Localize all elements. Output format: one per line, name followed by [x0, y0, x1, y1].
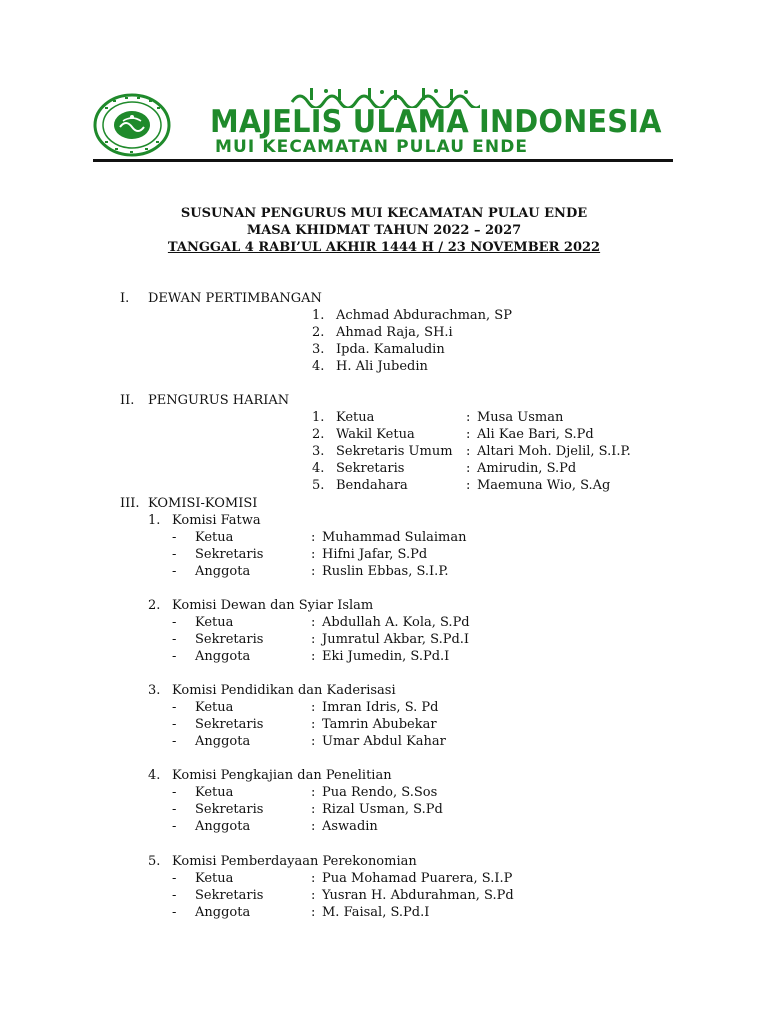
colon: :	[311, 700, 316, 715]
role-label: Ketua	[195, 530, 234, 545]
colon: :	[311, 785, 316, 800]
commission-title: Komisi Dewan dan Syiar Islam	[172, 598, 374, 613]
member-name: Altari Moh. Djelil, S.I.P.	[477, 444, 631, 459]
colon: :	[311, 905, 316, 920]
title-line-2: MASA KHIDMAT TAHUN 2022 – 2027	[246, 223, 522, 238]
role-label: Wakil Ketua	[336, 427, 415, 442]
colon: :	[311, 717, 316, 732]
colon: :	[311, 802, 316, 817]
role-label: Ketua	[195, 615, 234, 630]
member-name: Musa Usman	[477, 410, 564, 425]
commission-number: 4.	[148, 768, 161, 783]
dash: -	[172, 888, 177, 903]
colon: :	[311, 564, 316, 579]
commission-number: 2.	[148, 598, 161, 613]
document-title	[0, 205, 768, 256]
member-name: Umar Abdul Kahar	[322, 734, 446, 749]
member-name: Ruslin Ebbas, S.I.P.	[322, 564, 449, 579]
member-name: Muhammad Sulaiman	[322, 530, 467, 545]
role-label: Sekretaris	[195, 632, 264, 647]
letterhead-divider	[93, 159, 673, 162]
member-name: Jumratul Akbar, S.Pd.I	[322, 632, 470, 647]
list-item: Achmad Abdurachman, SP	[336, 308, 512, 323]
colon: :	[466, 410, 471, 425]
member-name: Rizal Usman, S.Pd	[322, 802, 443, 817]
colon: :	[311, 734, 316, 749]
organization-name: MAJELIS ULAMA INDONESIA	[210, 104, 662, 140]
list-number: 2.	[312, 427, 325, 442]
title-line-1: SUSUNAN PENGURUS MUI KECAMATAN PULAU ENDE	[180, 206, 588, 221]
dash: -	[172, 530, 177, 545]
role-label: Anggota	[195, 734, 251, 749]
list-number: 4.	[312, 461, 325, 476]
role-label: Ketua	[195, 785, 234, 800]
commission-title: Komisi Pengkajian dan Penelitian	[172, 768, 392, 783]
member-name: Tamrin Abubekar	[322, 717, 437, 732]
member-name: Abdullah A. Kola, S.Pd	[322, 615, 470, 630]
list-item: Ahmad Raja, SH.i	[336, 325, 453, 340]
role-label: Anggota	[195, 819, 251, 834]
role-label: Sekretaris	[336, 461, 405, 476]
dash: -	[172, 632, 177, 647]
colon: :	[311, 615, 316, 630]
member-name: Eki Jumedin, S.Pd.I	[322, 649, 450, 664]
member-name: Ali Kae Bari, S.Pd	[477, 427, 594, 442]
role-label: Ketua	[336, 410, 375, 425]
dash: -	[172, 717, 177, 732]
role-label: Sekretaris Umum	[336, 444, 453, 459]
dash: -	[172, 905, 177, 920]
dash: -	[172, 564, 177, 579]
role-label: Sekretaris	[195, 547, 264, 562]
role-label: Anggota	[195, 649, 251, 664]
commission-title: Komisi Pemberdayaan Perekonomian	[172, 854, 417, 869]
commission-title: Komisi Pendidikan dan Kaderisasi	[172, 683, 396, 698]
colon: :	[311, 819, 316, 834]
member-name: Pua Rendo, S.Sos	[322, 785, 438, 800]
colon: :	[311, 871, 316, 886]
role-label: Sekretaris	[195, 888, 264, 903]
role-label: Sekretaris	[195, 802, 264, 817]
dash: -	[172, 734, 177, 749]
member-name: Amirudin, S.Pd	[477, 461, 577, 476]
commission-number: 3.	[148, 683, 161, 698]
colon: :	[311, 888, 316, 903]
member-name: Pua Mohamad Puarera, S.I.P	[322, 871, 513, 886]
member-name: Yusran H. Abdurahman, S.Pd	[322, 888, 514, 903]
colon: :	[311, 547, 316, 562]
dash: -	[172, 785, 177, 800]
list-number: 3.	[312, 342, 325, 357]
list-number: 1.	[312, 410, 325, 425]
dash: -	[172, 649, 177, 664]
colon: :	[466, 461, 471, 476]
member-name: Aswadin	[322, 819, 378, 834]
section-number: I.	[120, 291, 130, 306]
commission-number: 5.	[148, 854, 161, 869]
member-name: M. Faisal, S.Pd.I	[322, 905, 430, 920]
organization-branch: MUI KECAMATAN PULAU ENDE	[215, 137, 529, 157]
dash: -	[172, 700, 177, 715]
list-number: 1.	[312, 308, 325, 323]
mui-seal-logo-icon	[93, 93, 171, 157]
role-label: Ketua	[195, 871, 234, 886]
list-number: 2.	[312, 325, 325, 340]
colon: :	[466, 427, 471, 442]
list-item: Ipda. Kamaludin	[336, 342, 445, 357]
member-name: Hifni Jafar, S.Pd	[322, 547, 428, 562]
list-item: H. Ali Jubedin	[336, 359, 428, 374]
dash: -	[172, 871, 177, 886]
list-number: 3.	[312, 444, 325, 459]
section-number: II.	[120, 393, 135, 408]
section-number: III.	[120, 496, 140, 511]
section-heading: DEWAN PERTIMBANGAN	[148, 291, 322, 306]
colon: :	[311, 632, 316, 647]
role-label: Ketua	[195, 700, 234, 715]
commission-number: 1.	[148, 513, 161, 528]
list-number: 5.	[312, 478, 325, 493]
colon: :	[466, 478, 471, 493]
title-line-3: TANGGAL 4 RABI’UL AKHIR 1444 H / 23 NOVEMBER 2022	[167, 240, 601, 255]
section-heading: PENGURUS HARIAN	[148, 393, 290, 408]
dash: -	[172, 802, 177, 817]
colon: :	[466, 444, 471, 459]
member-name: Imran Idris, S. Pd	[322, 700, 439, 715]
member-name: Maemuna Wio, S.Ag	[477, 478, 611, 493]
colon: :	[311, 530, 316, 545]
section-heading: KOMISI-KOMISI	[148, 496, 258, 511]
commission-title: Komisi Fatwa	[172, 513, 261, 528]
dash: -	[172, 547, 177, 562]
role-label: Bendahara	[336, 478, 408, 493]
role-label: Sekretaris	[195, 717, 264, 732]
list-number: 4.	[312, 359, 325, 374]
role-label: Anggota	[195, 564, 251, 579]
colon: :	[311, 649, 316, 664]
dash: -	[172, 615, 177, 630]
dash: -	[172, 819, 177, 834]
role-label: Anggota	[195, 905, 251, 920]
